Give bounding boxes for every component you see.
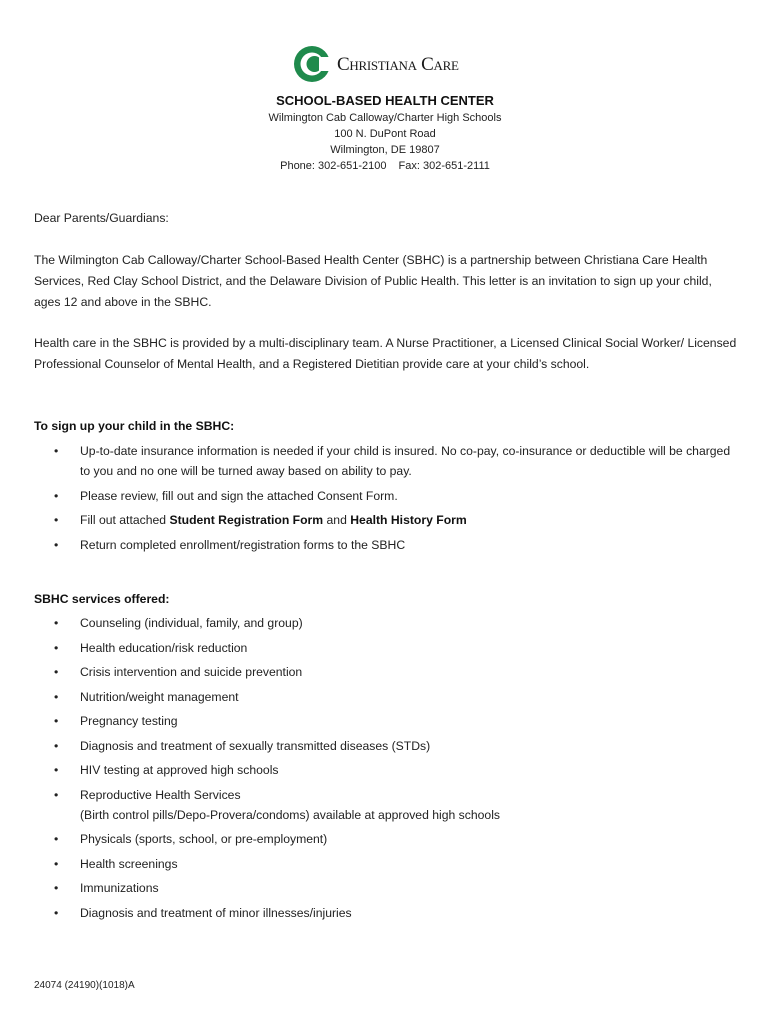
registration-form-name: Student Registration Form: [169, 513, 324, 527]
bullet-marker: •: [54, 787, 59, 802]
list-item: [34, 662, 734, 682]
list-item: [34, 736, 734, 756]
list-item: [34, 854, 734, 874]
list-item: [34, 829, 734, 849]
list-item: [34, 760, 734, 780]
signup-heading: To sign up your child in the SBHC:: [34, 419, 235, 433]
list-item-text: Immunizations: [80, 881, 159, 895]
contact-line: [0, 158, 770, 174]
list-item: [34, 638, 734, 658]
bullet-marker: •: [54, 881, 59, 895]
list-item-text: Physicals (sports, school, or pre-employment): [80, 832, 328, 846]
list-item: [34, 441, 734, 481]
christiana-care-logo: [293, 45, 459, 83]
list-item-text: Fill out attached: [80, 513, 170, 527]
list-item: [34, 687, 734, 707]
health-history-form-name: Health History Form: [350, 513, 467, 527]
list-item-text: Return completed enrollment/registration forms to the SBHC: [80, 537, 406, 552]
list-item: [34, 535, 734, 555]
list-item-text: Reproductive Health Services: [80, 787, 241, 802]
signup-list: [34, 441, 734, 559]
logo-wordmark: Christiana Care: [337, 53, 459, 75]
bullet-marker: •: [54, 905, 59, 920]
list-item-text: Health screenings: [80, 856, 178, 871]
list-item: [34, 785, 734, 825]
list-item: [34, 486, 734, 506]
bullet-marker: •: [54, 444, 59, 458]
address-line-1: 100 N. DuPont Road: [334, 128, 436, 140]
services-heading: SBHC services offered:: [34, 592, 170, 606]
list-item: [34, 510, 734, 530]
list-item-text: Counseling (individual, family, and group): [80, 616, 303, 630]
bullet-marker: •: [54, 689, 59, 704]
list-item: [34, 613, 734, 633]
list-item-text: Diagnosis and treatment of minor illnesses/injuries: [80, 905, 352, 920]
bullet-marker: •: [54, 738, 59, 753]
bullet-marker: •: [54, 616, 59, 630]
list-item-text: Please review, fill out and sign the attached Consent Form.: [80, 488, 398, 503]
bullet-marker: •: [54, 763, 59, 777]
team-paragraph: Health care in the SBHC is provided by a multi-disciplinary team. A Nurse Practitioner, a Licensed Clinical Social Worker/ Licensed Professional Counselor of Mental Health, and a Registered Dietitian provide care at your child’s school.: [34, 336, 737, 371]
list-item: [34, 903, 734, 923]
bullet-marker: •: [54, 488, 59, 503]
bullet-marker: •: [54, 856, 59, 871]
list-item-text: Diagnosis and treatment of sexually transmitted diseases (STDs): [80, 738, 431, 753]
intro-paragraph: The Wilmington Cab Calloway/Charter School-Based Health Center (SBHC) is a partnership between Christiana Care Health Services, Red Clay School District, and the Delaware Division of Public Health. This letter is an invitation to sign up your child, ages 12 and above in the SBHC.: [34, 253, 712, 309]
greeting: Dear Parents/Guardians:: [34, 211, 169, 225]
list-item: [34, 711, 734, 731]
form-code: 24074 (24190)(1018)A: [34, 980, 135, 991]
letterhead: [0, 92, 770, 174]
list-item-text: Nutrition/weight management: [80, 689, 239, 704]
list-item: [34, 878, 734, 898]
list-item-subtext: (Birth control pills/Depo-Provera/condoms) available at approved high schools: [80, 807, 501, 822]
list-item-text: Pregnancy testing: [80, 714, 178, 728]
address-line-2: Wilmington, DE 19807: [330, 144, 440, 156]
schools-line: Wilmington Cab Calloway/Charter High Schools: [268, 112, 502, 124]
bullet-marker: •: [54, 640, 59, 655]
bullet-marker: •: [54, 665, 59, 679]
list-item-text: Crisis intervention and suicide prevention: [80, 665, 303, 679]
services-list: [34, 613, 734, 927]
fax-number: Fax: 302-651-2111: [398, 160, 490, 172]
christiana-care-logo-icon: [293, 45, 331, 83]
list-item-text: Health education/risk reduction: [80, 640, 248, 655]
bullet-marker: •: [54, 714, 59, 728]
phone-number: Phone: 302-651-2100: [280, 160, 387, 172]
bullet-marker: •: [54, 537, 59, 552]
bullet-marker: •: [54, 832, 59, 846]
list-item-text: and: [323, 513, 351, 527]
list-item-text: Up-to-date insurance information is needed if your child is insured. No co-pay, co-insurance or deductible will be charged to you and no one will be turned away based on ability to pay.: [80, 444, 731, 478]
center-title: SCHOOL-BASED HEALTH CENTER: [276, 93, 494, 108]
list-item-text: HIV testing at approved high schools: [80, 763, 279, 777]
bullet-marker: •: [54, 513, 59, 527]
